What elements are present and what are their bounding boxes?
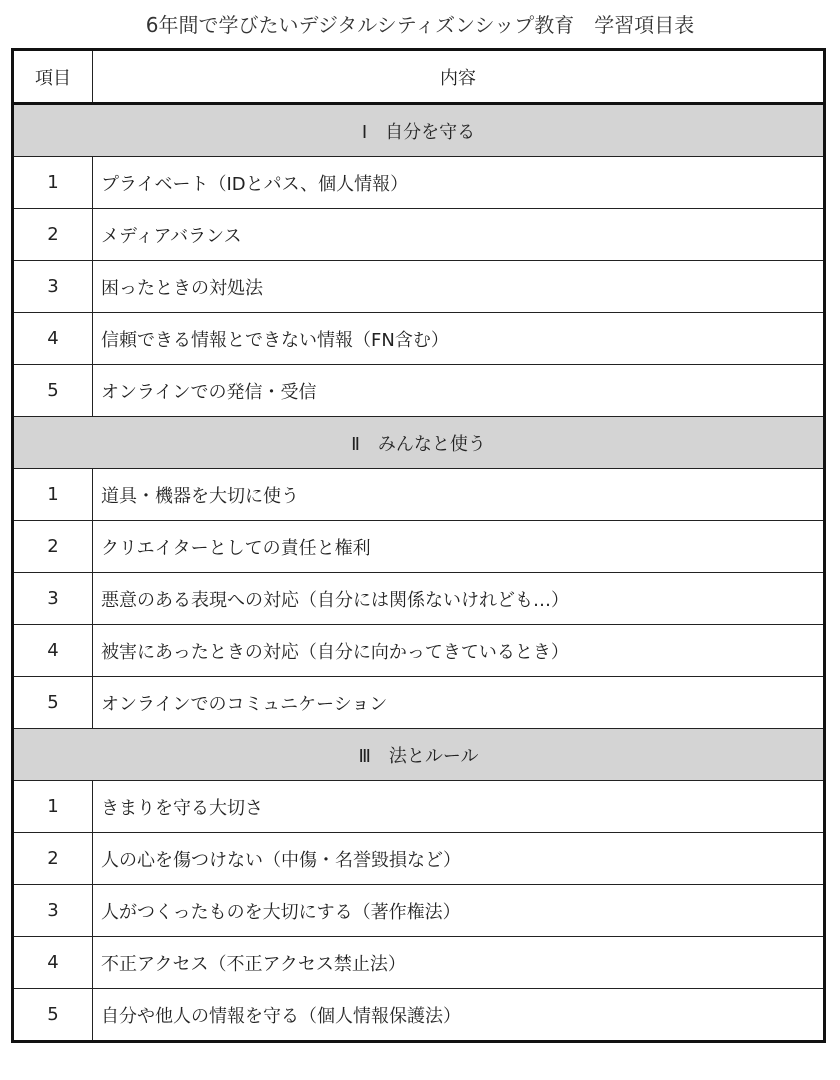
row-content: きまりを守る大切さ (93, 781, 825, 833)
table-row (13, 313, 825, 365)
row-content: オンラインでのコミュニケーション (93, 677, 825, 729)
row-content: プライベート（IDとパス、個人情報） (93, 157, 825, 209)
row-number: 3 (13, 885, 93, 937)
section-row (13, 104, 825, 157)
row-number: 5 (13, 365, 93, 417)
table-row (13, 209, 825, 261)
section-row (13, 417, 825, 469)
section-heading: Ⅲ 法とルール (13, 729, 825, 781)
table-row (13, 833, 825, 885)
table-row (13, 625, 825, 677)
row-number: 2 (13, 833, 93, 885)
row-number: 2 (13, 209, 93, 261)
row-number: 4 (13, 937, 93, 989)
table-row (13, 677, 825, 729)
page-title: 6年間で学びたいデジタルシティズンシップ教育 学習項目表 (145, 13, 695, 37)
row-content: メディアバランス (93, 209, 825, 261)
row-content: クリエイターとしての責任と権利 (93, 521, 825, 573)
row-number: 1 (13, 157, 93, 209)
row-content: 被害にあったときの対応（自分に向かってきているとき） (93, 625, 825, 677)
table-row (13, 573, 825, 625)
table-row (13, 885, 825, 937)
row-number: 5 (13, 677, 93, 729)
table-row (13, 469, 825, 521)
table-body (13, 50, 825, 1042)
row-content: 不正アクセス（不正アクセス禁止法） (93, 937, 825, 989)
row-number: 3 (13, 573, 93, 625)
row-content: 人がつくったものを大切にする（著作権法） (93, 885, 825, 937)
table-row (13, 521, 825, 573)
table-row (13, 989, 825, 1042)
row-number: 1 (13, 469, 93, 521)
table-row (13, 261, 825, 313)
section-heading: Ⅱ みんなと使う (13, 417, 825, 469)
row-number: 5 (13, 989, 93, 1042)
row-number: 3 (13, 261, 93, 313)
row-content: オンラインでの発信・受信 (93, 365, 825, 417)
header-content: 内容 (93, 50, 825, 104)
table-row (13, 937, 825, 989)
table-row (13, 781, 825, 833)
table-row (13, 157, 825, 209)
section-heading: Ⅰ 自分を守る (13, 104, 825, 157)
row-number: 4 (13, 313, 93, 365)
header-row (13, 50, 825, 104)
row-content: 信頼できる情報とできない情報（FN含む） (93, 313, 825, 365)
learning-items-table (11, 48, 826, 1043)
row-content: 困ったときの対処法 (93, 261, 825, 313)
row-content: 悪意のある表現への対応（自分には関係ないけれども…） (93, 573, 825, 625)
row-number: 1 (13, 781, 93, 833)
row-number: 2 (13, 521, 93, 573)
row-content: 道具・機器を大切に使う (93, 469, 825, 521)
header-item: 項目 (13, 50, 93, 104)
section-row (13, 729, 825, 781)
row-number: 4 (13, 625, 93, 677)
row-content: 人の心を傷つけない（中傷・名誉毀損など） (93, 833, 825, 885)
table-row (13, 365, 825, 417)
row-content: 自分や他人の情報を守る（個人情報保護法） (93, 989, 825, 1042)
